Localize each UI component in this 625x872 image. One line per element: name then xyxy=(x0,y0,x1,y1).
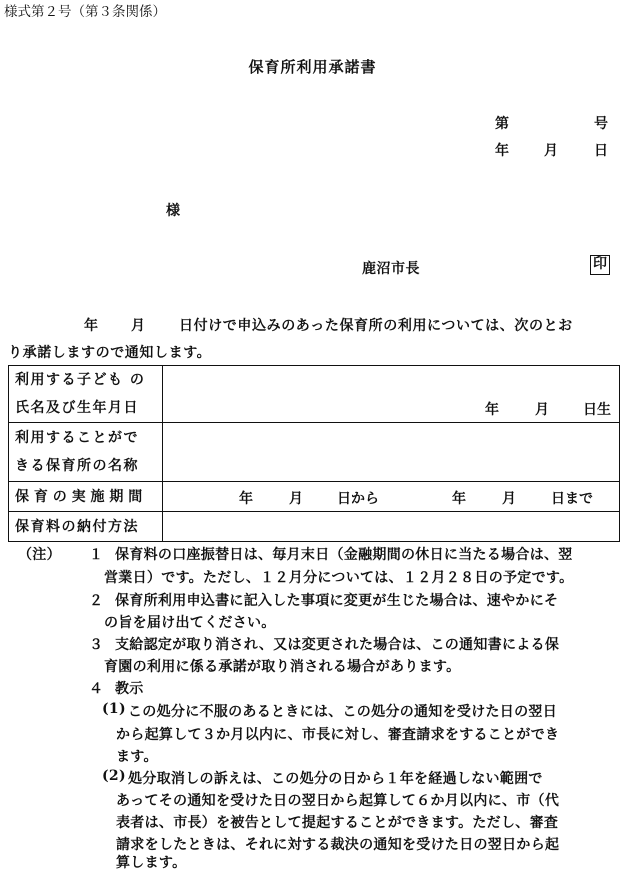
facility-label-line-1: 利用することがで xyxy=(15,430,139,446)
addressee-honorific: 様 xyxy=(166,203,180,219)
notes-heading: （注） xyxy=(18,547,61,563)
child-label-line-2: 氏名及び生年月日 xyxy=(15,400,139,416)
payment-value-cell xyxy=(163,512,620,542)
child-label-cell xyxy=(9,366,163,423)
intro-line-1-text: 日付けで申込みのあった保育所の利用については、次のとお xyxy=(179,318,573,334)
subnote-2-line-2: あってその通知を受けた日の翌日から起算して６か月以内に、市（代 xyxy=(116,793,560,809)
note-4-number: ４ xyxy=(89,681,104,697)
subnote-1-line-3: ます。 xyxy=(116,749,158,765)
table-row-payment xyxy=(9,512,620,542)
period-start-year: 年 xyxy=(239,491,253,507)
payment-label-cell: 保育料の納付方法 xyxy=(9,512,163,542)
subnote-2-line-4: 請求をしたときは、それに対する裁決の通知を受けた日の翌日から起 xyxy=(116,837,560,853)
table-row-child xyxy=(9,366,620,423)
note-3-number: ３ xyxy=(89,637,104,653)
subnote-2-line-1: 処分取消しの訴えは、この処分の日から１年を経過しない範囲で xyxy=(128,771,543,787)
document-title: 保育所利用承諾書 xyxy=(248,58,377,76)
intro-month: 月 xyxy=(131,318,145,334)
details-table xyxy=(8,365,620,542)
period-label-cell: 保 育 の 実 施 期 間 xyxy=(9,482,163,512)
subnote-2-number: (2) xyxy=(102,768,126,784)
birth-year: 年 xyxy=(485,402,499,418)
child-value-cell xyxy=(163,366,620,423)
facility-label-line-2: きる保育所の名称 xyxy=(15,458,139,474)
subnote-2-line-5: 算します。 xyxy=(116,855,187,871)
intro-line-1 xyxy=(0,315,625,335)
period-end-day: 日まで xyxy=(551,491,593,507)
table-row-period xyxy=(9,482,620,512)
note-1-line-1: 保育料の口座振替日は、毎月末日（金融期間の休日に当たる場合は、翌 xyxy=(115,547,573,563)
note-1-number: １ xyxy=(89,547,104,563)
period-end-month: 月 xyxy=(502,491,516,507)
issue-date-year: 年 xyxy=(495,143,509,159)
table-row-facility xyxy=(9,423,620,482)
subnote-1-line-1: この処分に不服のあるときには、この処分の通知を受けた日の翌日 xyxy=(128,704,557,720)
document-number-prefix: 第 xyxy=(495,116,509,132)
note-4-line-1: 教示 xyxy=(115,681,144,697)
facility-value-cell xyxy=(163,423,620,482)
document-number-suffix: 号 xyxy=(594,116,608,132)
subnote-1-line-2: から起算して３か月以内に、市長に対し、審査請求をすることができ xyxy=(116,727,560,743)
issuer-name: 鹿沼市長 xyxy=(362,261,420,277)
note-1-line-2: 営業日）です。ただし、１２月分については、１２月２８日の予定です。 xyxy=(104,570,574,586)
birth-day: 日生 xyxy=(583,402,611,418)
subnote-2-line-3: 表者は、市長）を被告として提起することができます。ただし、審査 xyxy=(116,815,559,831)
seal-stamp: 印 xyxy=(590,255,610,275)
note-2-number: ２ xyxy=(89,593,104,609)
issue-date-month: 月 xyxy=(544,143,558,159)
form-number-label: 様式第２号（第３条関係） xyxy=(4,4,166,20)
facility-label-cell xyxy=(9,423,163,482)
child-label-line-1: 利用する子ども の xyxy=(15,372,146,388)
note-2-line-1: 保育所利用申込書に記入した事項に変更が生じた場合は、速やかにそ xyxy=(115,593,559,609)
period-start-day: 日から xyxy=(337,491,379,507)
birth-month: 月 xyxy=(535,402,549,418)
note-3-line-1: 支給認定が取り消され、又は変更された場合は、この通知書による保 xyxy=(115,637,560,653)
period-value-cell xyxy=(163,482,620,512)
intro-year: 年 xyxy=(84,318,98,334)
issue-date-day: 日 xyxy=(594,143,608,159)
period-end-year: 年 xyxy=(452,491,466,507)
intro-line-2: り承諾しますので通知します。 xyxy=(8,345,212,361)
note-2-line-2: の旨を届け出てください。 xyxy=(104,615,276,631)
subnote-1-number: (1) xyxy=(102,701,126,717)
period-start-month: 月 xyxy=(289,491,303,507)
note-3-line-2: 育園の利用に係る承諾が取り消される場合があります。 xyxy=(104,659,461,675)
